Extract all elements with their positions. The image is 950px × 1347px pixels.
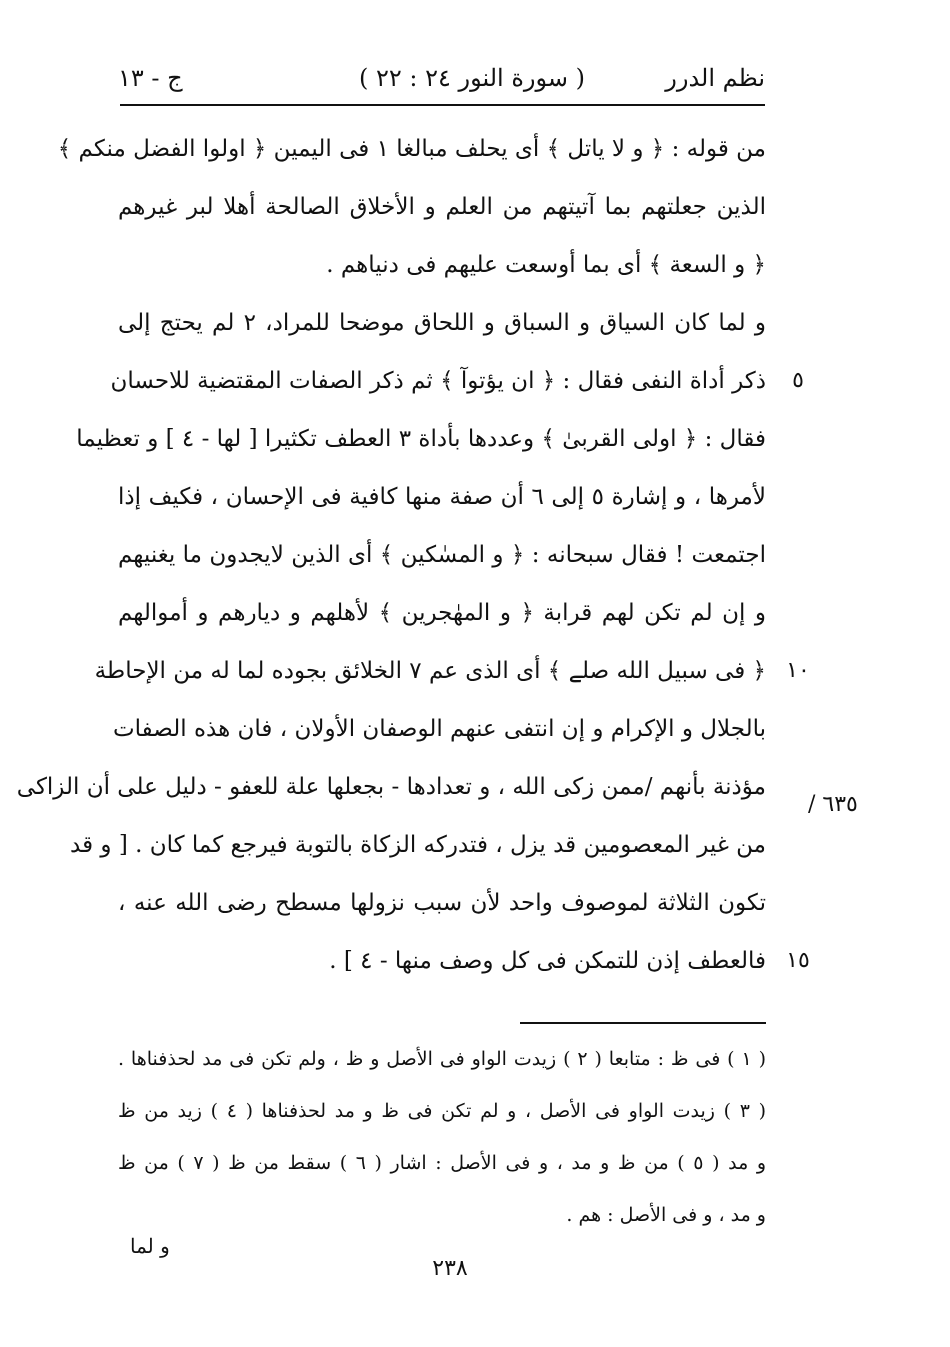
catchword: و لما — [130, 1234, 170, 1258]
footnotes — [118, 1033, 766, 1241]
text-line: اجتمعت ! فقال سبحانه : ﴿ و المسٰكين ﴾ أى الذين لايجدون ما يغنيهم — [118, 542, 766, 568]
text-line: و إن لم تكن لهم قرابة ﴿ و المهٰجرين ﴾ لأهلهم و ديارهم و أموالهم — [118, 600, 766, 626]
running-header-book-title: نظم الدرر — [665, 64, 765, 92]
text-line: فقال : ﴿ اولى القربىٰ ﴾ وعددها بأداة ٣ العطف تكثيرا [ لها - ٤ ] و تعظيما — [76, 426, 766, 452]
page-number: ٢٣٨ — [432, 1256, 468, 1281]
text-line: بالجلال و الإكرام و إن انتفى عنهم الوصفان الأولان ، فان هذه الصفات — [113, 716, 766, 742]
line-number-15: ١٥ — [786, 948, 810, 973]
text-line: لأمرها ، و إشارة ٥ إلى ٦ أن صفة منها كافية فى الإحسان ، فكيف إذا — [118, 484, 766, 510]
footnote-line: ( ١ ) فى ظ : متابعا ( ٢ ) زيدت الواو فى الأصل و ظ ، ولم تكن فى مد لحذفناها . — [118, 1048, 767, 1070]
main-text — [16, 120, 766, 990]
footnote-line: و مد ( ٥ ) من ظ و مد ، و فى الأصل : اشار ( ٦ ) سقط من ظ ( ٧ ) من ظ — [118, 1152, 767, 1174]
header-rule — [120, 104, 765, 106]
line-number-10: ١٠ — [786, 658, 810, 683]
text-line: ذكر أداة النفى فقال : ﴿ ان يؤتوآ ﴾ ثم ذكر الصفات المقتضية للاحسان — [110, 368, 766, 394]
text-line: ﴿ و السعة ﴾ أى بما أوسعت عليهم فى دنياهم . — [326, 252, 766, 278]
text-line: فالعطف إذن للتمكن فى كل وصف منها - ٤ ] . — [329, 948, 766, 974]
text-line: ﴿ فى سبيل الله صلے ﴾ أى الذى عم ٧ الخلائق بجوده لما له من الإحاطة — [94, 658, 766, 684]
footnote-line: ( ٣ ) زيدت الواو فى الأصل ، و لم تكن فى ظ و مد لحذفناها ( ٤ ) زيد من ظ — [118, 1100, 766, 1122]
footnote-line: و مد ، و فى الأصل : هم . — [566, 1204, 766, 1226]
running-header-volume: ج - ١٣ — [118, 64, 183, 92]
running-header-sura-reference: ( سورة النور ٢٤ : ٢٢ ) — [358, 64, 586, 92]
margin-page-reference: ٦٣٥ / — [808, 792, 858, 817]
line-number-5: ٥ — [792, 368, 804, 393]
text-line: مؤذنة بأنهم /ممن زكى الله ، و تعدادها - بجعلها علة للعفو - دليل على أن الزاكى — [16, 774, 766, 800]
text-line: الذين جعلتهم بما آتيتهم من العلم و الأخلاق الصالحة أهلا لبر غيرهم — [118, 194, 766, 220]
footnote-rule — [520, 1022, 766, 1024]
text-line: و لما كان السياق و السباق و اللحاق موضحا للمراد، ٢ لم يحتج إلى — [118, 310, 766, 336]
text-line: تكون الثلاثة لموصوف واحد لأن سبب نزولها مسطح رضى الله عنه ، — [118, 890, 766, 916]
text-line: من قوله : ﴿ و لا ياتل ﴾ أى يحلف مبالغا ١ فى اليمين ﴿ اولوا الفضل منكم ﴾ — [57, 136, 766, 162]
text-line: من غير المعصومين قد يزل ، فتدركه الزكاة بالتوبة فيرجع كما كان . [ و قد — [70, 832, 766, 858]
